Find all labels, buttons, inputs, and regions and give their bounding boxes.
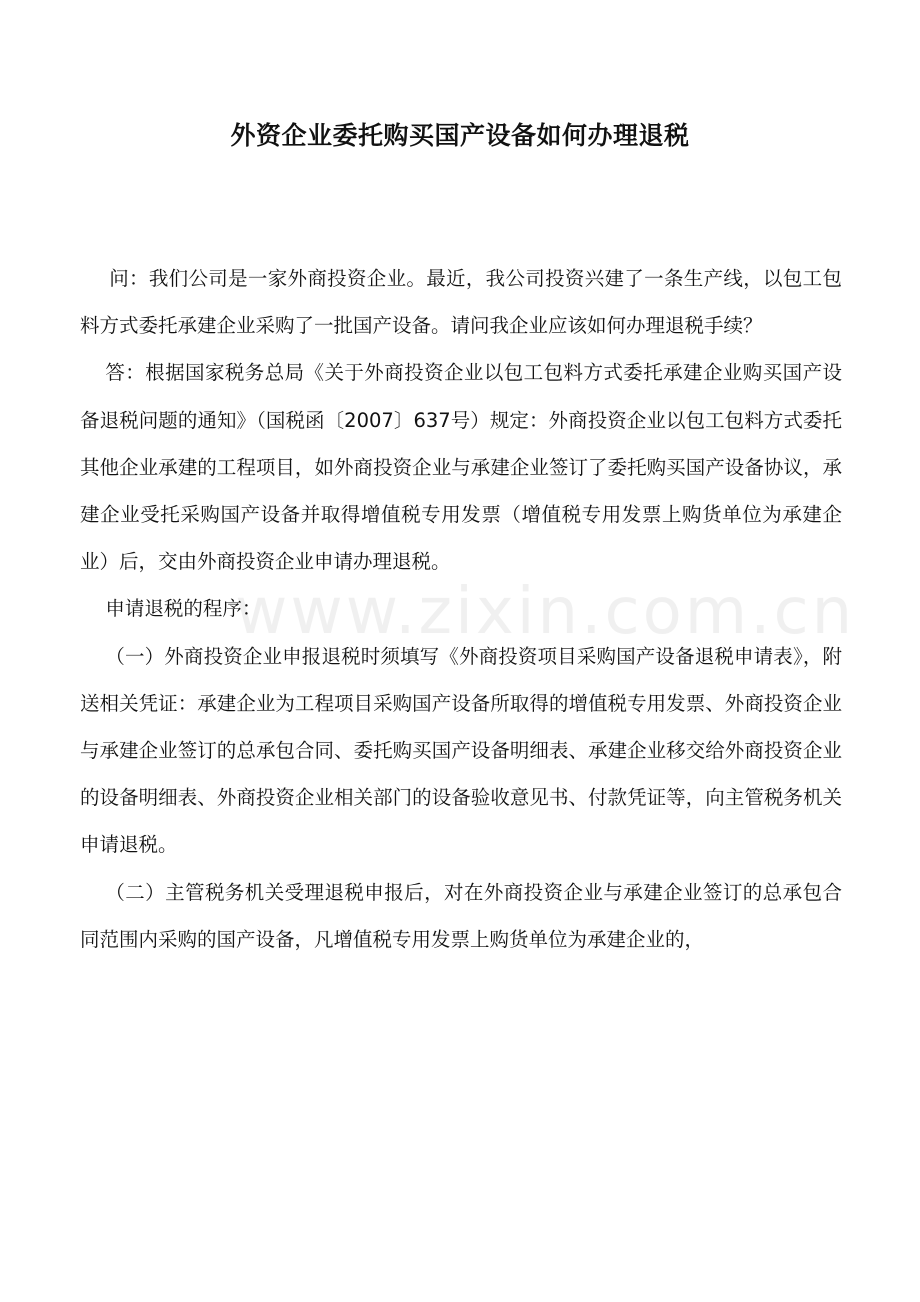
document-title: 外资企业委托购买国产设备如何办理退税 <box>230 121 690 150</box>
procedure-heading: 申请退税的程序： <box>105 597 262 621</box>
question-paragraph: 问：我们公司是一家外商投资企业。最近，我公司投资兴建了一条生产线，以包工包料方式委托承建企业采购了一批国产设备。请问我企业应该如何办理退税手续？ <box>80 267 842 338</box>
document-body <box>80 255 856 963</box>
procedure-step-1: （一）外商投资企业申报退税时须填写《外商投资项目采购国产设备退税申请表》，附送相关凭证：承建企业为工程项目采购国产设备所取得的增值税专用发票、外商投资企业与承建企业签订的总承包合同、委托购买国产设备明细表、承建企业移交给外商投资企业的设备明细表、外商投资企业相关部门的设备验收意见书、付款凭证等，向主管税务机关申请退税。 <box>80 644 842 857</box>
watermark-text: www.zixin.com.cn <box>235 575 856 649</box>
procedure-step-2: （二）主管税务机关受理退税申报后，对在外商投资企业与承建企业签订的总承包合同范围内采购的国产设备，凡增值税专用发票上购货单位为承建企业的， <box>80 880 842 951</box>
answer-paragraph: 答：根据国家税务总局《关于外商投资企业以包工包料方式委托承建企业购买国产设备退税问题的通知》（国税函〔2007〕637号）规定：外商投资企业以包工包料方式委托其他企业承建的工程项目，如外商投资企业与承建企业签订了委托购买国产设备协议，承建企业受托采购国产设备并取得增值税专用发票（增值税专用发票上购货单位为承建企业）后，交由外商投资企业申请办理退税。 <box>80 361 842 574</box>
